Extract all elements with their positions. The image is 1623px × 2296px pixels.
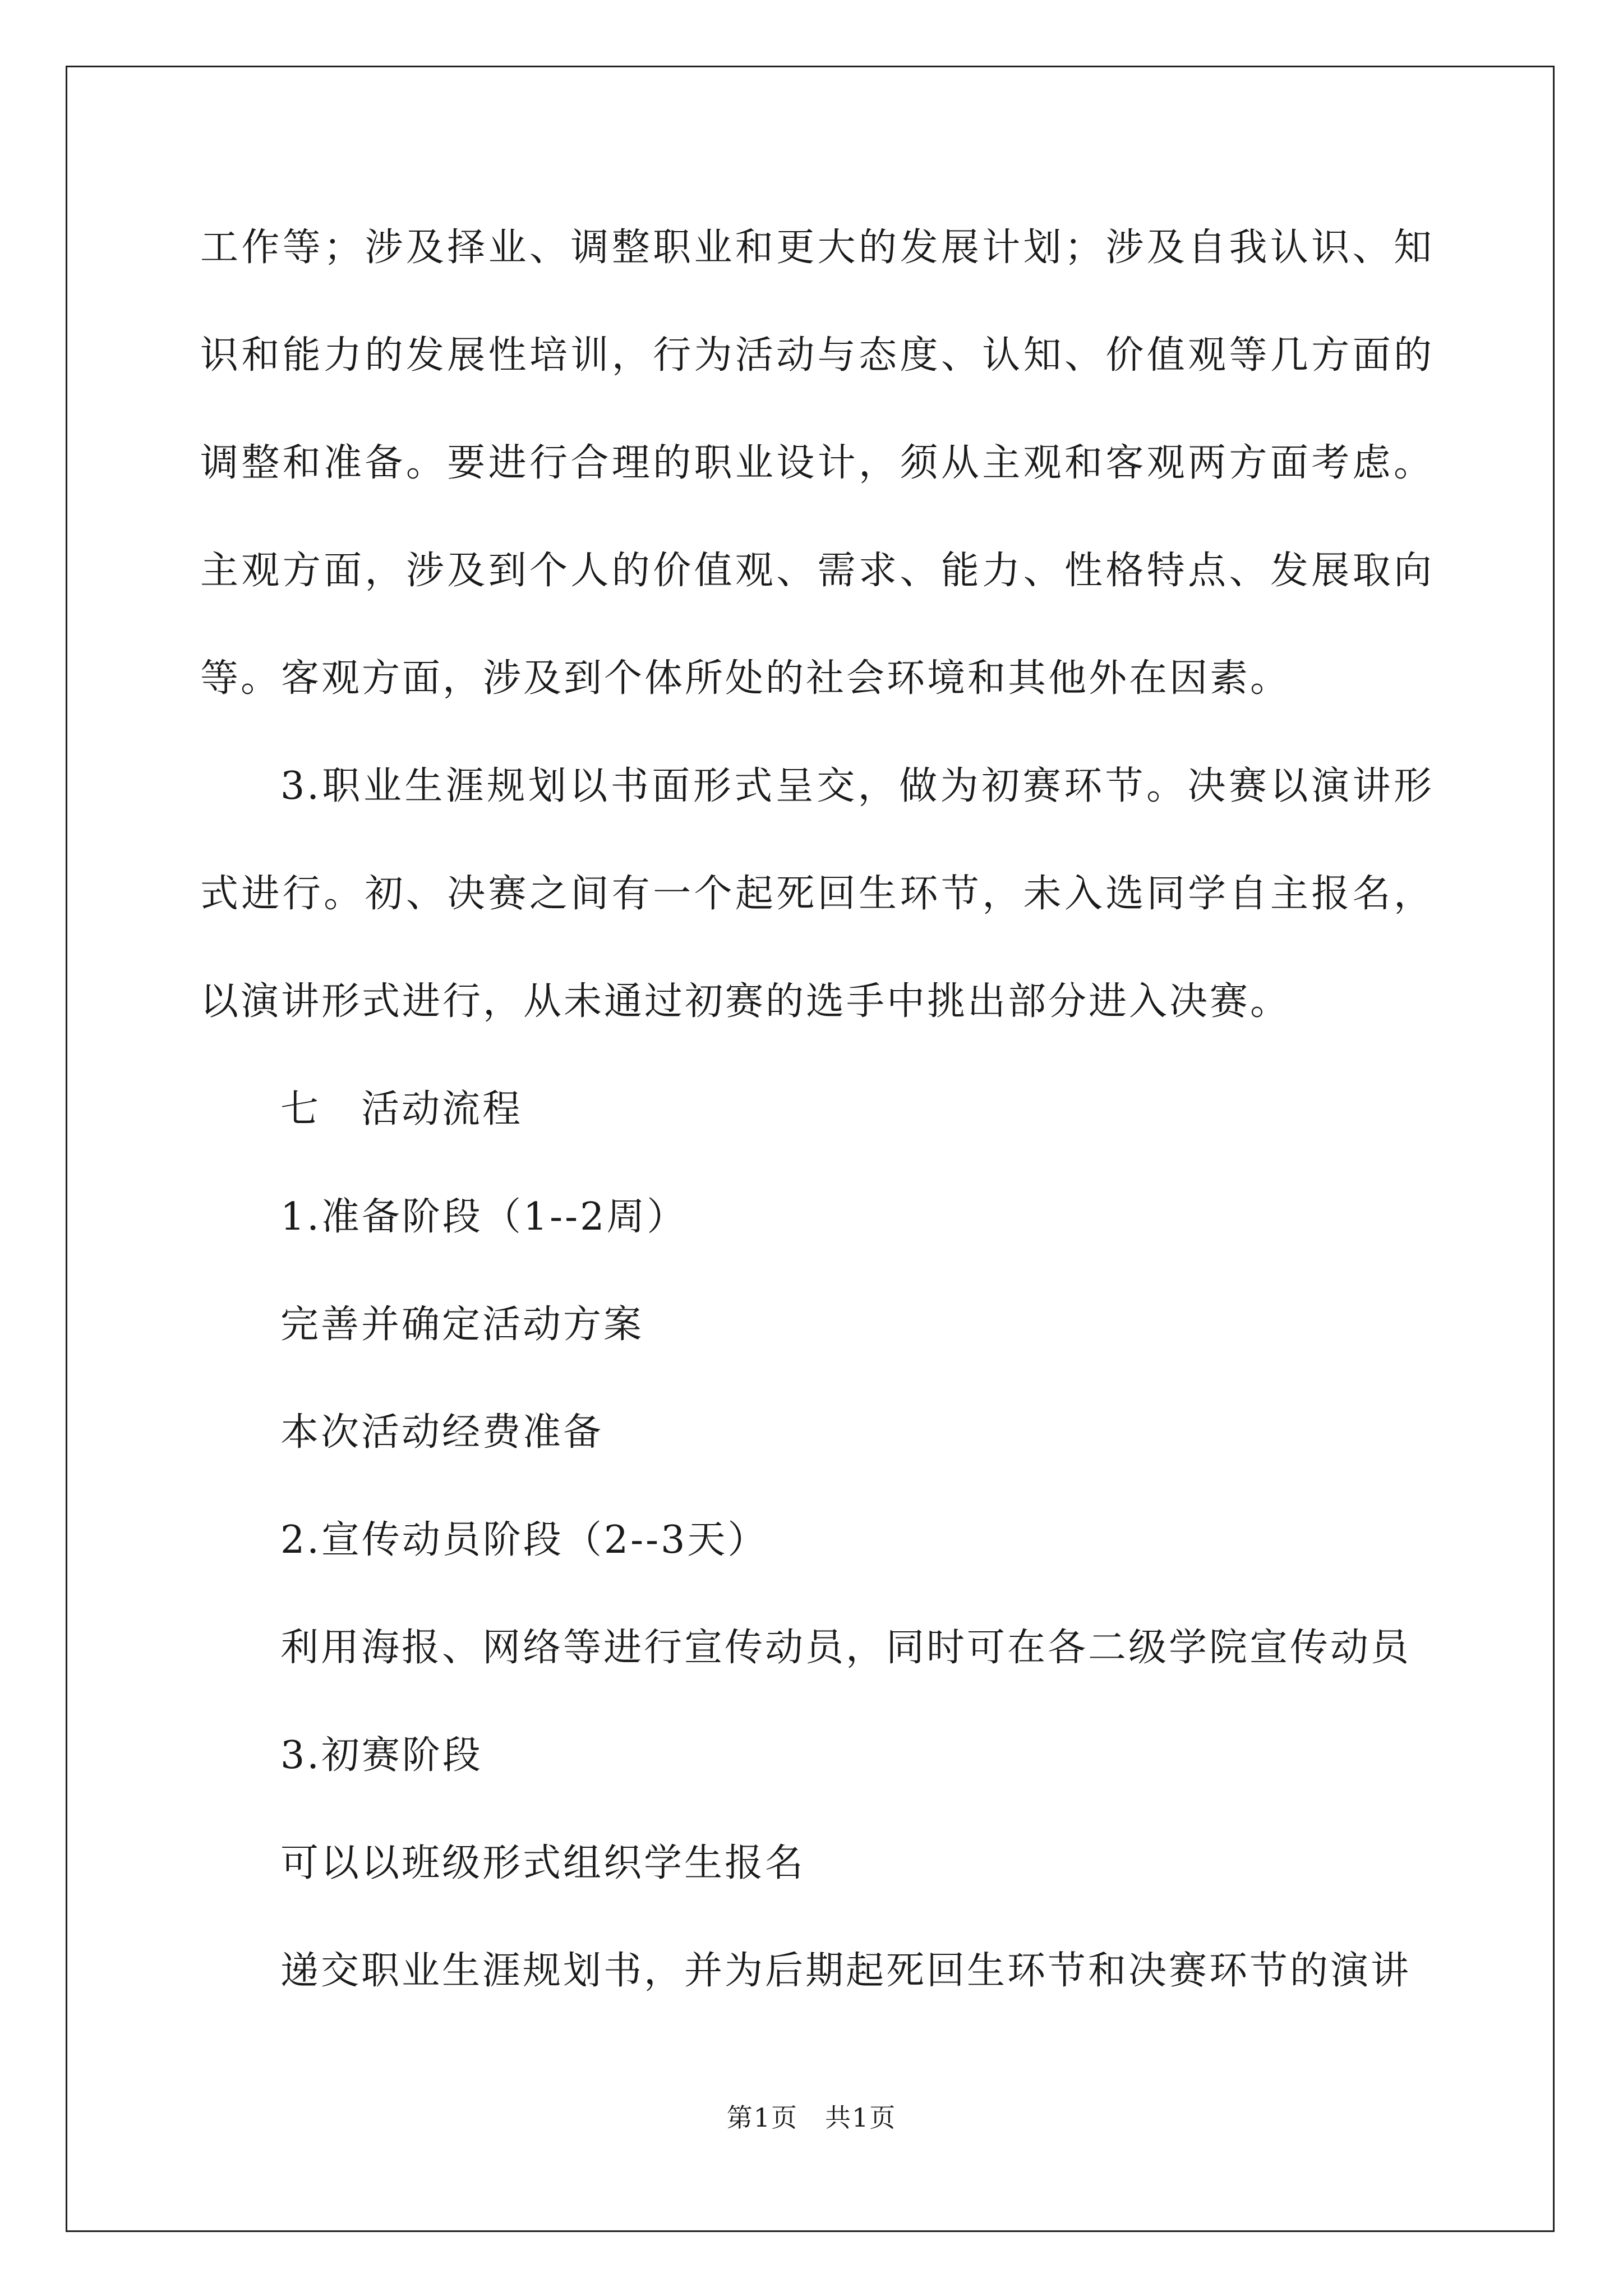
body-text-line: 以演讲形式进行，从未通过初赛的选手中挑出部分进入决赛。 — [200, 979, 1291, 1024]
body-text-line: 主观方面，涉及到个人的价值观、需求、能力、性格特点、发展取向 — [200, 549, 1434, 593]
body-text-line: 等。客观方面，涉及到个体所处的社会环境和其他外在因素。 — [200, 656, 1291, 701]
list-item: 利用海报、网络等进行宣传动员，同时可在各二级学院宣传动员 — [280, 1626, 1412, 1670]
body-text-line: 3.职业生涯规划以书面形式呈交，做为初赛环节。决赛以演讲形 — [280, 764, 1434, 808]
list-item: 可以以班级形式组织学生报名 — [280, 1841, 806, 1885]
section-heading: 七 活动流程 — [280, 1087, 523, 1131]
body-text-line: 识和能力的发展性培训，行为活动与态度、认知、价值观等几方面的 — [200, 333, 1434, 378]
list-item: 本次活动经费准备 — [280, 1410, 604, 1455]
body-text-line: 式进行。初、决赛之间有一个起死回生环节，未入选同学自主报名， — [200, 872, 1434, 916]
page-footer: 第1页 共1页 — [726, 2102, 897, 2133]
body-text-line: 工作等；涉及择业、调整职业和更大的发展计划；涉及自我认识、知 — [200, 226, 1434, 270]
list-item: 3.初赛阶段 — [280, 1733, 483, 1778]
list-item: 1.准备阶段（1--2周） — [280, 1195, 688, 1239]
list-item: 递交职业生涯规划书，并为后期起死回生环节和决赛环节的演讲 — [280, 1949, 1412, 1993]
list-item: 完善并确定活动方案 — [280, 1303, 644, 1347]
list-item: 2.宣传动员阶段（2--3天） — [280, 1518, 768, 1562]
page-border — [66, 66, 1555, 2232]
body-text-line: 调整和准备。要进行合理的职业设计，须从主观和客观两方面考虑。 — [200, 441, 1434, 485]
